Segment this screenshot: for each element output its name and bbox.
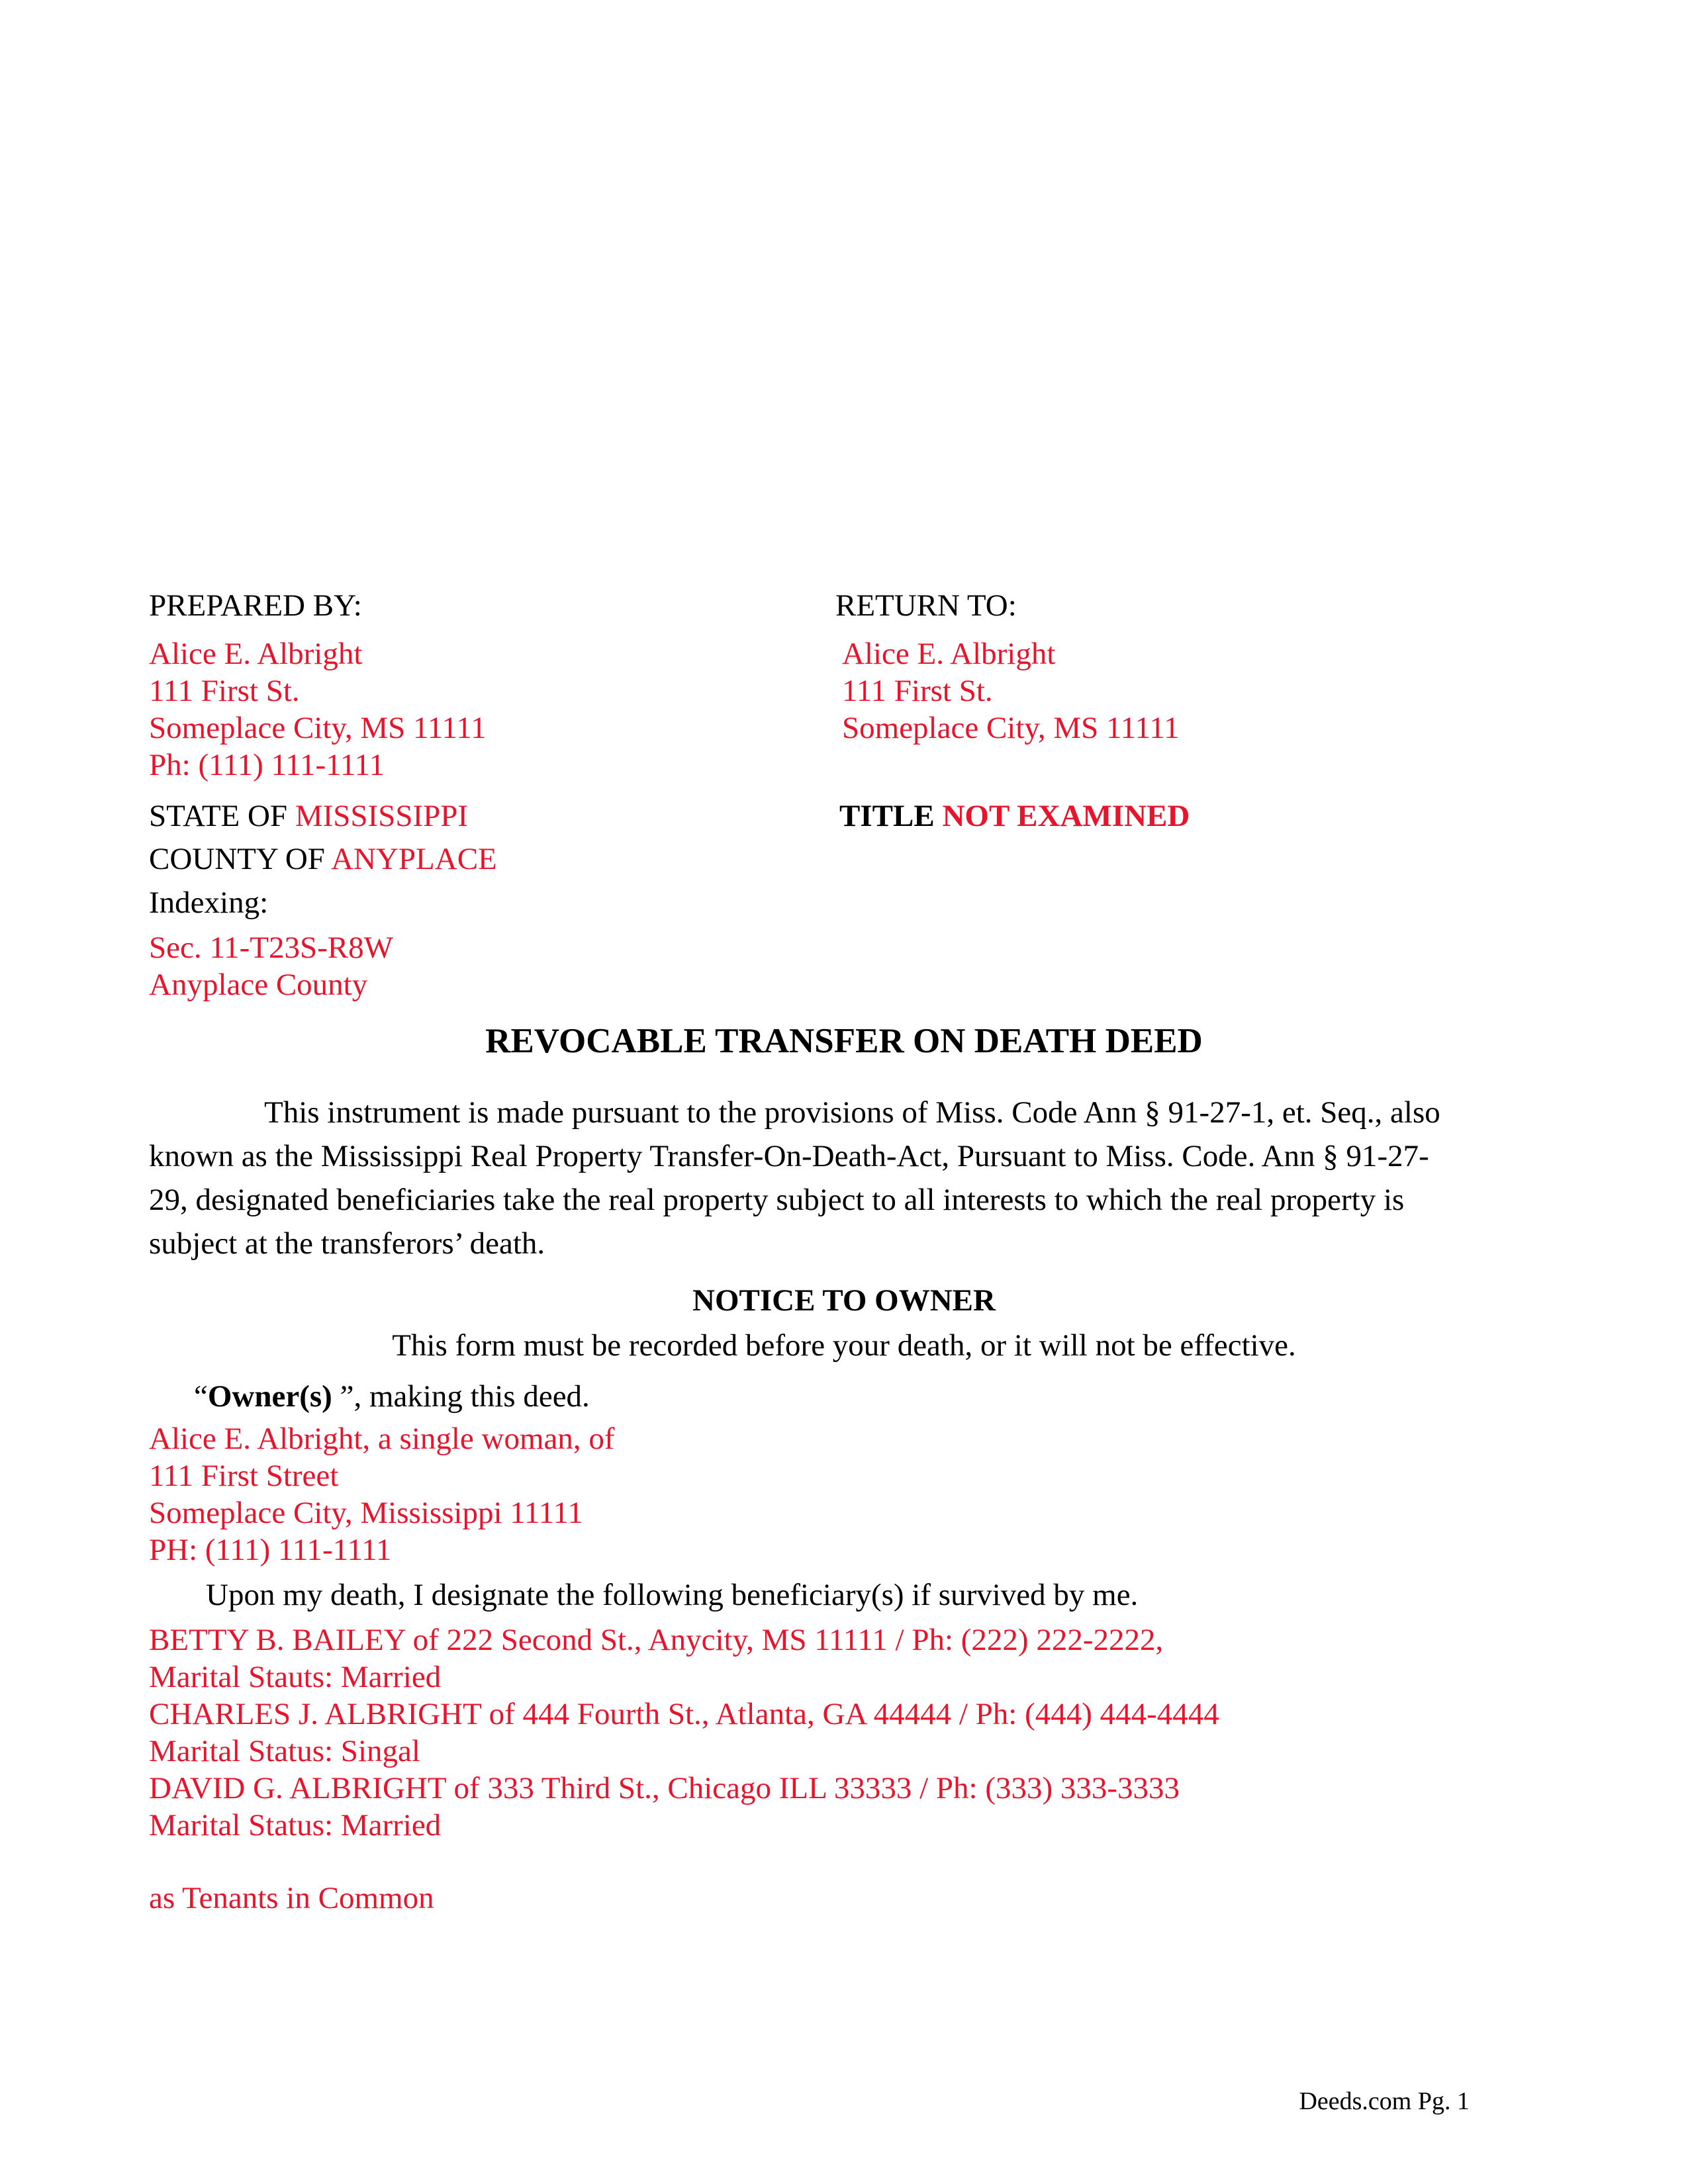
notice-title: NOTICE TO OWNER xyxy=(692,1283,996,1318)
prepared-by-city: Someplace City, MS 11111 xyxy=(149,711,487,745)
prepared-by-block xyxy=(149,635,487,784)
county-value: ANYPLACE xyxy=(331,842,497,876)
title-status-line xyxy=(839,797,1190,835)
prepared-by-street: 111 First St. xyxy=(149,674,300,708)
state-value: MISSISSIPPI xyxy=(295,799,469,833)
indexing-label: Indexing: xyxy=(149,886,269,920)
title-status-value: NOT EXAMINED xyxy=(942,799,1190,833)
intro-line: subject at the transferors’ death. xyxy=(149,1226,545,1261)
title-status-label: TITLE xyxy=(839,799,935,833)
owner-label: Owner(s) xyxy=(207,1379,332,1414)
indexing-county: Anyplace County xyxy=(149,968,368,1002)
page-footer: Deeds.com Pg. 1 xyxy=(1299,2087,1470,2115)
state-line xyxy=(149,797,468,835)
intro-line: known as the Mississippi Real Property Transfer-On-Death-Act, Pursuant to Miss. Code. Ann § 91-27- xyxy=(149,1139,1429,1173)
owner-city: Someplace City, Mississippi 11111 xyxy=(149,1496,583,1530)
county-label: COUNTY OF xyxy=(149,842,325,876)
indexing-section: Sec. 11-T23S-R8W xyxy=(149,931,393,965)
beneficiary-line: BETTY B. BAILEY of 222 Second St., Anycity, MS 11111 / Ph: (222) 222-2222, xyxy=(149,1623,1164,1657)
owner-block xyxy=(149,1420,615,1569)
beneficiary-line: CHARLES J. ALBRIGHT of 444 Fourth St., Atlanta, GA 44444 / Ph: (444) 444-4444 xyxy=(149,1697,1219,1731)
owner-heading xyxy=(194,1378,590,1415)
prepared-by-phone: Ph: (111) 111-1111 xyxy=(149,748,385,782)
notice-text: This form must be recorded before your death, or it will not be effective. xyxy=(392,1328,1296,1363)
intro-line-text: This instrument is made pursuant to the provisions of Miss. Code Ann § 91-27-1, et. Seq., also xyxy=(264,1095,1440,1130)
return-to-heading: RETURN TO: xyxy=(835,588,1017,623)
owner-name: Alice E. Albright, a single woman, of xyxy=(149,1422,615,1456)
return-to-block xyxy=(842,635,1180,747)
tenancy-text: as Tenants in Common xyxy=(149,1881,434,1915)
owner-quote-open: “ xyxy=(194,1379,208,1414)
intro-line xyxy=(149,1091,1513,1134)
owner-phone: PH: (111) 111-1111 xyxy=(149,1533,392,1567)
beneficiary-status: Marital Stauts: Married xyxy=(149,1660,442,1694)
beneficiary-status: Marital Status: Singal xyxy=(149,1734,420,1768)
county-line xyxy=(149,841,497,878)
state-label: STATE OF xyxy=(149,799,288,833)
intro-paragraph xyxy=(149,1091,1513,1265)
return-to-name: Alice E. Albright xyxy=(842,637,1056,671)
beneficiary-status: Marital Status: Married xyxy=(149,1808,442,1843)
return-to-city: Someplace City, MS 11111 xyxy=(842,711,1180,745)
return-to-street: 111 First St. xyxy=(842,674,993,708)
indexing-block xyxy=(149,929,393,1003)
owner-street: 111 First Street xyxy=(149,1459,339,1493)
document-title: REVOCABLE TRANSFER ON DEATH DEED xyxy=(485,1022,1203,1060)
beneficiary-list xyxy=(149,1621,1219,1844)
prepared-by-name: Alice E. Albright xyxy=(149,637,363,671)
beneficiary-line: DAVID G. ALBRIGHT of 333 Third St., Chicago ILL 33333 / Ph: (333) 333-3333 xyxy=(149,1771,1180,1805)
owner-suffix: ”, making this deed. xyxy=(332,1379,590,1414)
intro-line: 29, designated beneficiaries take the real property subject to all interests to which the real property is xyxy=(149,1183,1405,1217)
prepared-by-heading: PREPARED BY: xyxy=(149,588,362,623)
designation-text: Upon my death, I designate the following beneficiary(s) if survived by me. xyxy=(206,1578,1139,1612)
